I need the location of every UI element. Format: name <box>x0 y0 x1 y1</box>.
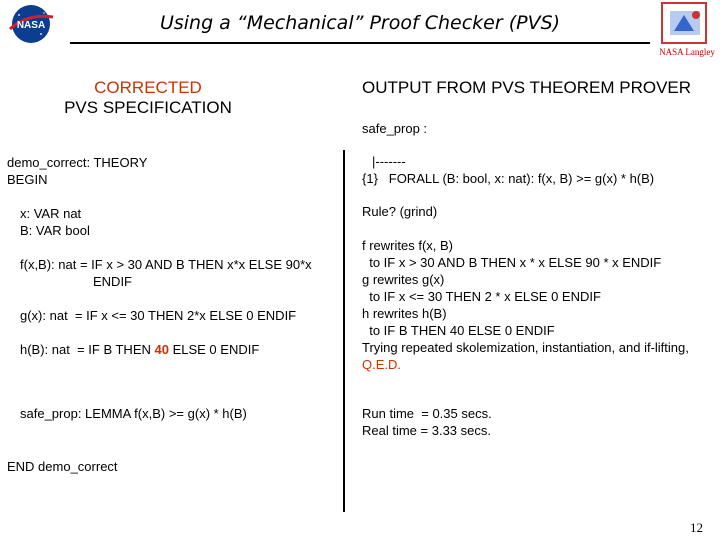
rewrite-h-to: to IF B THEN 40 ELSE 0 ENDIF <box>362 323 555 338</box>
rewrite-g: g rewrites g(x) <box>362 272 445 287</box>
rewrite-f: f rewrites f(x, B) <box>362 238 454 253</box>
var-x-line: x: VAR nat <box>20 206 82 221</box>
h-definition-suffix: ELSE 0 ENDIF <box>168 342 260 357</box>
h-definition <box>20 341 259 358</box>
page-number: 12 <box>690 520 703 535</box>
f-definition-line2: ENDIF <box>93 274 132 289</box>
sequent-turnstile: |------- <box>372 154 406 169</box>
g-definition: g(x): nat = IF x <= 30 THEN 2*x ELSE 0 ENDIF <box>20 308 297 323</box>
langley-logo <box>656 1 718 59</box>
var-b-line: B: VAR bool <box>20 223 90 238</box>
run-time: Run time = 0.35 secs. <box>362 406 492 421</box>
page-title: Using a “Mechanical” Proof Checker (PVS) <box>159 12 561 34</box>
lemma-line: safe_prop: LEMMA f(x,B) >= g(x) * h(B) <box>20 406 247 421</box>
svg-text:NASA Langley: NASA Langley <box>659 47 715 57</box>
right-heading: OUTPUT FROM PVS THEOREM PROVER <box>362 78 692 97</box>
sequent-formula: {1} FORALL (B: bool, x: nat): f(x, B) >= g(x) * h(B) <box>362 171 655 186</box>
h-definition-value: 40 <box>154 342 169 357</box>
safe-prop-label: safe_prop : <box>362 121 428 136</box>
rule-prompt: Rule? (grind) <box>362 204 438 219</box>
title-underline <box>70 42 650 44</box>
theory-line: demo_correct: THEORY <box>7 155 148 170</box>
rewrite-f-to: to IF x > 30 AND B THEN x * x ELSE 90 * x ENDIF <box>362 255 662 270</box>
qed-line: Q.E.D. <box>362 357 402 372</box>
real-time: Real time = 3.33 secs. <box>362 423 491 438</box>
rewrite-h: h rewrites h(B) <box>362 306 447 321</box>
column-divider <box>343 150 345 512</box>
trying-line: Trying repeated skolemization, instantiation, and if-lifting, <box>362 340 689 355</box>
begin-line: BEGIN <box>7 172 48 187</box>
left-heading-line1: CORRECTED <box>94 78 202 97</box>
f-definition-line1: f(x,B): nat = IF x > 30 AND B THEN x*x ELSE 90*x <box>20 257 312 272</box>
svg-text:NASA: NASA <box>16 20 46 31</box>
end-line: END demo_correct <box>7 459 118 474</box>
h-definition-prefix: h(B): nat = IF B THEN <box>20 342 155 357</box>
left-heading-line2: PVS SPECIFICATION <box>64 98 232 117</box>
rewrite-g-to: to IF x <= 30 THEN 2 * x ELSE 0 ENDIF <box>362 289 601 304</box>
